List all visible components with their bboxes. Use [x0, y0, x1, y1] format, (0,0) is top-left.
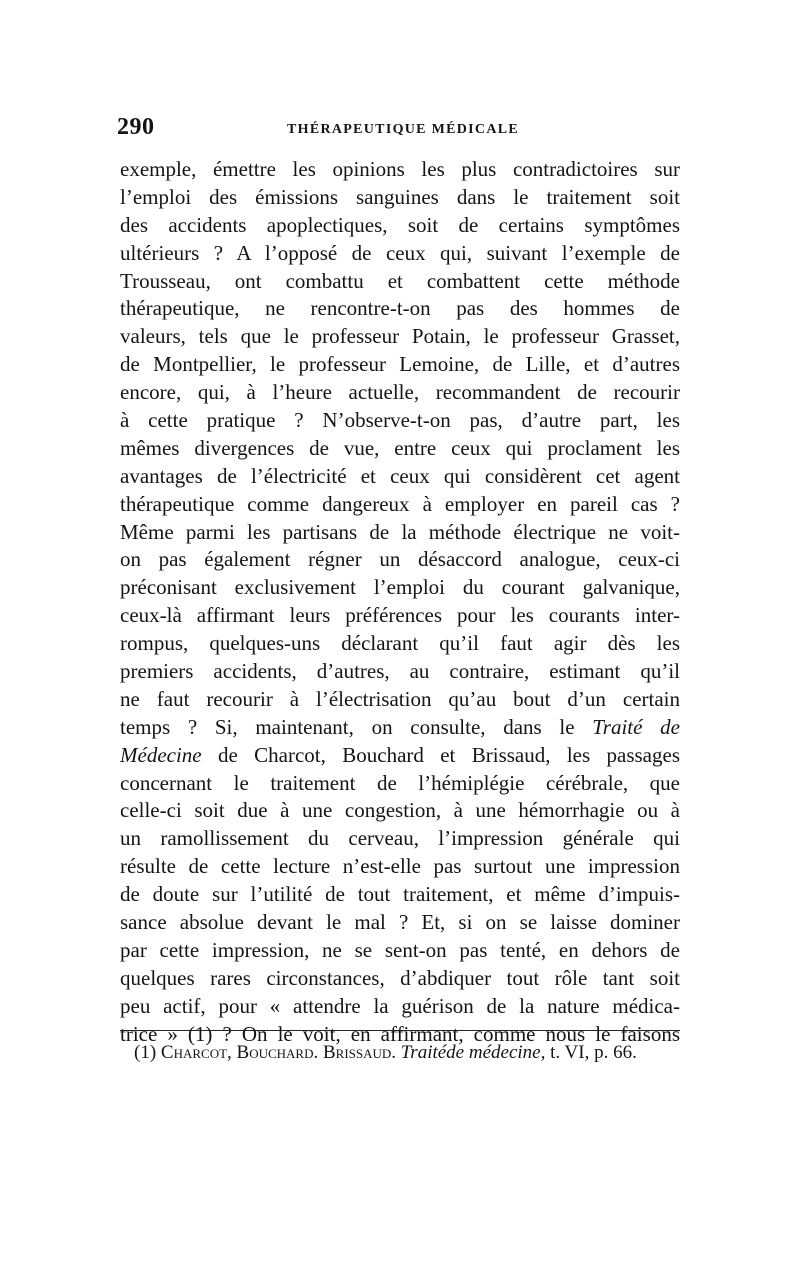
text-line: avantages de l’électricité et ceux qui considèrent cet agent	[120, 463, 680, 488]
text-line: des accidents apoplectiques, soit de certains symptômes	[120, 212, 680, 237]
footnote-marker: (1)	[134, 1042, 157, 1063]
text-line: ne faut recourir à l’électrisation qu’au bout d’un certain	[120, 686, 680, 711]
text-line: ultérieurs ? A l’opposé de ceux qui, suivant l’exemple de	[120, 240, 680, 265]
text-line: exemple, émettre les opinions les plus contradictoires sur	[120, 157, 680, 181]
text-line: par cette impression, ne se sent-on pas tenté, en dehors de	[120, 937, 680, 962]
text-line: valeurs, tels que le professeur Potain, le professeur Grasset,	[120, 324, 680, 349]
text-line: thérapeutique, ne rencontre-t-on pas des hommes de	[120, 296, 680, 321]
italic-title-segment: Médecine	[120, 742, 202, 767]
page-number: 290	[117, 114, 155, 140]
text-line: l’emploi des émissions sanguines dans le traitement soit	[120, 184, 680, 209]
text-line: mêmes divergences de vue, entre ceux qui proclament les	[120, 435, 680, 460]
text-line: peu actif, pour « attendre la guérison de la nature médica-	[120, 993, 680, 1018]
text-line: de Montpellier, le professeur Lemoine, de Lille, et d’autres	[120, 352, 680, 377]
text-line: thérapeutique comme dangereux à employer en pareil cas ?	[120, 491, 680, 516]
footnote-divider	[120, 1030, 680, 1031]
text-segment: de Charcot, Bouchard et Brissaud, les passages	[217, 742, 680, 767]
footnote-reference: t. VI, p. 66.	[550, 1042, 637, 1063]
text-line: trice » (1) ? On le voit, en affirmant, comme nous le faisons	[120, 1021, 680, 1046]
text-line: préconisant exclusivement l’emploi du courant galvanique,	[120, 575, 680, 600]
italic-title-segment: Traité de	[592, 714, 680, 739]
page-header	[117, 114, 677, 144]
text-line: Même parmi les partisans de la méthode électrique ne voit-	[120, 519, 680, 544]
text-line: résulte de cette lecture n’est-elle pas surtout une impression	[120, 854, 680, 879]
footnote	[134, 1040, 682, 1066]
text-line: sance absolue devant le mal ? Et, si on se laisse dominer	[120, 910, 680, 935]
running-title: THÉRAPEUTIQUE MÉDICALE	[287, 122, 520, 137]
text-line: rompus, quelques-uns déclarant qu’il faut agir dès les	[120, 631, 680, 656]
footnote-authors: Charcot, Bouchard. Brissaud.	[160, 1042, 397, 1063]
text-line: encore, qui, à l’heure actuelle, recommandent de recourir	[120, 380, 680, 405]
text-line: premiers accidents, d’autres, au contraire, estimant qu’il	[120, 659, 680, 684]
text-line: Trousseau, ont combattu et combattent cette méthode	[120, 268, 680, 293]
text-line: de doute sur l’utilité de tout traitement, et même d’impuis-	[120, 882, 680, 907]
body-text	[120, 156, 680, 1049]
text-line: à cette pratique ? N’observe-t-on pas, d’autre part, les	[120, 408, 680, 433]
footnote-title: Traitéde médecine,	[400, 1042, 546, 1063]
text-line: concernant le traitement de l’hémiplégie cérébrale, que	[120, 770, 680, 795]
text-line: ceux-là affirmant leurs préférences pour les courants inter-	[120, 603, 680, 628]
text-line: celle-ci soit due à une congestion, à une hémorrhagie ou à	[120, 798, 680, 823]
text-segment: temps ? Si, maintenant, on consulte, dans le	[120, 714, 575, 739]
text-line: quelques rares circonstances, d’abdiquer tout rôle tant soit	[120, 965, 680, 990]
text-line-with-italic	[120, 714, 680, 742]
text-line-with-italic	[120, 742, 680, 770]
text-line: un ramollissement du cerveau, l’impression générale qui	[120, 826, 680, 851]
text-line: on pas également régner un désaccord analogue, ceux-ci	[120, 547, 680, 572]
